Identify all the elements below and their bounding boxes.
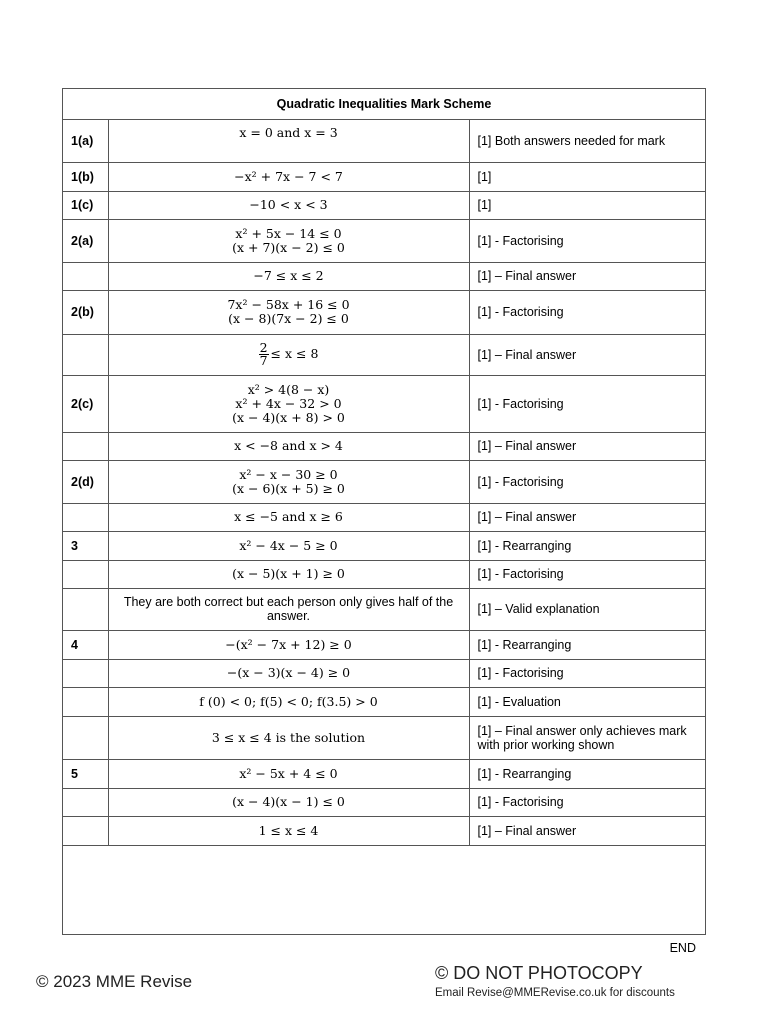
question-number: 2(c) — [63, 375, 108, 432]
end-label: END — [669, 941, 696, 955]
question-number — [63, 588, 108, 630]
question-number — [63, 687, 108, 716]
table-row — [63, 560, 705, 588]
title-row — [63, 89, 705, 119]
answer-line: x² − 4x − 5 ≥ 0 — [239, 537, 338, 553]
answer-line: x ≤ −5 and x ≥ 6 — [234, 509, 343, 524]
mark-cell: [1] - Factorising — [469, 560, 705, 588]
question-number — [63, 262, 108, 290]
answer-line: x² + 4x − 32 > 0 — [235, 395, 342, 411]
question-number: 1(a) — [63, 119, 108, 162]
mark-cell: [1] Both answers needed for mark — [469, 119, 705, 162]
mark-scheme-table — [63, 89, 705, 936]
table-row — [63, 162, 705, 191]
mark-cell: [1] – Final answer — [469, 816, 705, 845]
table-row — [63, 375, 705, 432]
table-row — [63, 262, 705, 290]
fraction-inequality: ≤ x ≤ 8 — [270, 346, 319, 361]
answer-line: 7x² − 58x + 16 ≤ 0 — [227, 297, 350, 312]
answer-cell — [108, 219, 469, 262]
table-row — [63, 687, 705, 716]
table-row — [63, 588, 705, 630]
mark-cell: [1] - Factorising — [469, 219, 705, 262]
answer-line: (x − 4)(x − 1) ≤ 0 — [232, 794, 345, 809]
answer-line: 3 ≤ x ≤ 4 is the solution — [211, 729, 366, 745]
answer-cell — [108, 659, 469, 687]
answer-cell — [108, 119, 469, 162]
mark-cell: [1] — [469, 191, 705, 219]
table-title: Quadratic Inequalities Mark Scheme — [63, 89, 705, 119]
mark-cell: [1] - Rearranging — [469, 630, 705, 659]
answer-cell — [108, 531, 469, 560]
mark-cell: [1] - Evaluation — [469, 687, 705, 716]
table-row — [63, 219, 705, 262]
mark-cell: [1] – Final answer — [469, 432, 705, 460]
mark-cell: [1] – Final answer — [469, 262, 705, 290]
question-number: 1(c) — [63, 191, 108, 219]
answer-line: −10 < x < 3 — [249, 197, 328, 212]
table-row — [63, 432, 705, 460]
answer-line: 1 ≤ x ≤ 4 — [258, 822, 319, 838]
answer-cell — [108, 191, 469, 219]
answer-line: x² − 5x + 4 ≤ 0 — [239, 765, 338, 781]
question-number — [63, 432, 108, 460]
answer-line: x² − x − 30 ≥ 0 — [239, 466, 338, 482]
question-number: 1(b) — [63, 162, 108, 191]
answer-line: (x − 8)(7x − 2) ≤ 0 — [228, 311, 349, 326]
answer-cell — [108, 630, 469, 659]
answer-cell — [108, 716, 469, 759]
mark-cell: [1] - Factorising — [469, 460, 705, 503]
question-number: 3 — [63, 531, 108, 560]
table-row — [63, 630, 705, 659]
question-number: 2(d) — [63, 460, 108, 503]
mark-cell: [1] - Factorising — [469, 375, 705, 432]
answer-line: f (0) < 0; f(5) < 0; f(3.5) > 0 — [199, 693, 378, 709]
answer-cell — [108, 262, 469, 290]
question-number — [63, 716, 108, 759]
mark-cell: [1] – Valid explanation — [469, 588, 705, 630]
table-row — [63, 119, 705, 162]
answer-line: x < −8 and x > 4 — [234, 438, 343, 453]
question-number: 5 — [63, 759, 108, 788]
answer-line: x² + 5x − 14 ≤ 0 — [235, 225, 342, 241]
mark-cell: [1] - Factorising — [469, 290, 705, 334]
table-row — [63, 191, 705, 219]
mark-cell: [1] - Rearranging — [469, 759, 705, 788]
table-row — [63, 460, 705, 503]
do-not-photocopy-notice: © DO NOT PHOTOCOPY — [435, 963, 643, 983]
fraction-denominator: 7 — [259, 353, 268, 368]
discount-email-notice: Email Revise@MMERevise.co.uk for discounts — [435, 987, 675, 999]
table-row — [63, 334, 705, 375]
mark-cell: [1] – Final answer only achieves mark with prior working shown — [469, 716, 705, 759]
answer-line: (x + 7)(x − 2) ≤ 0 — [232, 239, 345, 255]
answer-line: (x − 4)(x + 8) > 0 — [232, 409, 345, 425]
mark-cell: [1] - Rearranging — [469, 531, 705, 560]
answer-line: −(x² − 7x + 12) ≥ 0 — [225, 636, 352, 652]
answer-cell — [108, 560, 469, 588]
question-number — [63, 816, 108, 845]
question-number: 4 — [63, 630, 108, 659]
answer-cell — [108, 334, 469, 375]
table-row — [63, 290, 705, 334]
answer-line: (x − 5)(x + 1) ≥ 0 — [232, 566, 345, 581]
answer-cell — [108, 460, 469, 503]
answer-cell: They are both correct but each person only gives half of the answer. — [108, 588, 469, 630]
answer-cell — [108, 788, 469, 816]
question-number — [63, 659, 108, 687]
mark-cell: [1] – Final answer — [469, 334, 705, 375]
table-row — [63, 503, 705, 531]
table-row — [63, 816, 705, 845]
mark-cell: [1] – Final answer — [469, 503, 705, 531]
copyright-notice: © 2023 MME Revise — [36, 972, 193, 991]
table-row — [63, 531, 705, 560]
answer-line: x = 0 and x = 3 — [239, 124, 338, 140]
mark-cell: [1] - Factorising — [469, 788, 705, 816]
table-row — [63, 716, 705, 759]
answer-cell — [108, 375, 469, 432]
answer-cell — [108, 162, 469, 191]
mark-cell: [1] - Factorising — [469, 659, 705, 687]
answer-line: x² > 4(8 − x) — [247, 381, 330, 397]
empty-trailing-row — [63, 845, 705, 936]
fraction-numerator: 2 — [259, 340, 268, 355]
table-row — [63, 788, 705, 816]
answer-cell — [108, 816, 469, 845]
table-row — [63, 659, 705, 687]
answer-line: −7 ≤ x ≤ 2 — [253, 268, 324, 283]
question-number — [63, 334, 108, 375]
answer-cell — [108, 503, 469, 531]
table-row — [63, 759, 705, 788]
answer-cell — [108, 759, 469, 788]
answer-cell — [108, 290, 469, 334]
question-number — [63, 788, 108, 816]
mark-scheme-table-frame — [62, 88, 706, 935]
answer-line: −x² + 7x − 7 < 7 — [234, 168, 343, 184]
answer-cell — [108, 432, 469, 460]
answer-line: (x − 6)(x + 5) ≥ 0 — [232, 480, 345, 496]
answer-line: −(x − 3)(x − 4) ≥ 0 — [226, 665, 351, 680]
question-number — [63, 560, 108, 588]
mark-cell: [1] — [469, 162, 705, 191]
question-number — [63, 503, 108, 531]
answer-cell — [108, 687, 469, 716]
fraction — [259, 342, 269, 367]
question-number: 2(a) — [63, 219, 108, 262]
question-number: 2(b) — [63, 290, 108, 334]
